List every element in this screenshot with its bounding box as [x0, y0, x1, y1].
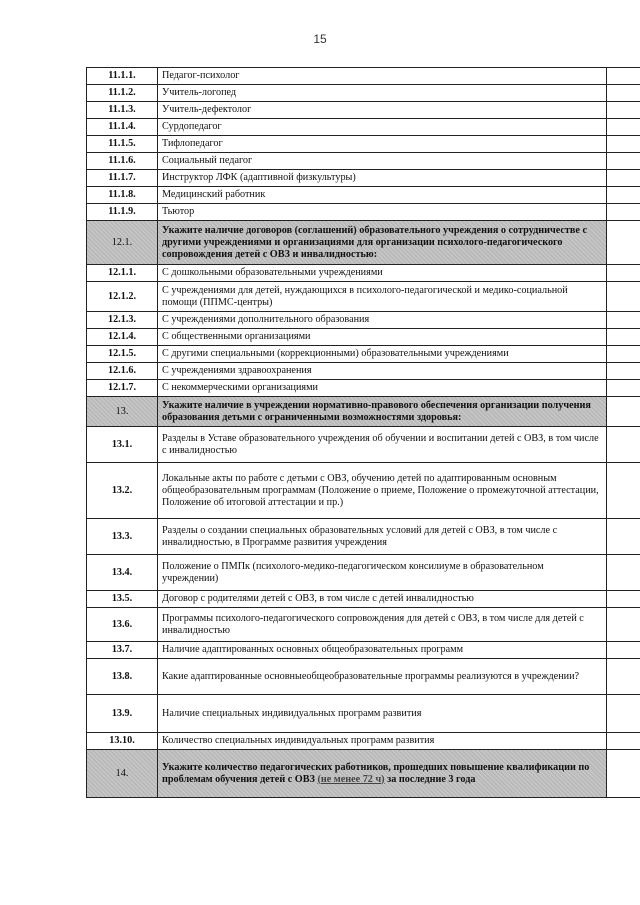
- row-text: Наличие специальных индивидуальных программ развития: [158, 695, 607, 733]
- row-number: 11.1.5.: [87, 136, 158, 153]
- section-question: Укажите наличие договоров (соглашений) образовательного учреждения о сотрудничестве с другими учреждениями и организациями для организации психолого-педагогического сопровождения детей с ОВЗ и инвалидностью:: [158, 221, 607, 265]
- answer-cell: [607, 85, 640, 102]
- answer-cell: [607, 329, 640, 346]
- row-text: Какие адаптированные основныеобщеобразовательные программы реализуются в учреждении?: [158, 659, 607, 695]
- answer-cell: [607, 733, 640, 750]
- table-row: [87, 153, 640, 170]
- row-number: 13.6.: [87, 608, 158, 642]
- section-question-hours: (не менее 72 ч): [317, 773, 385, 785]
- answer-cell: [607, 221, 640, 265]
- section-header-row: [87, 221, 640, 265]
- row-text: Разделы о создании специальных образовательных условий для детей с ОВЗ, в том числе с инвалидностью, в Программе развития учреждения: [158, 519, 607, 555]
- row-number: 11.1.6.: [87, 153, 158, 170]
- answer-cell: [607, 363, 640, 380]
- answer-cell: [607, 119, 640, 136]
- answer-cell: [607, 346, 640, 363]
- table-row: [87, 282, 640, 312]
- row-number: 13.9.: [87, 695, 158, 733]
- answer-cell: [607, 153, 640, 170]
- row-text: Педагог-психолог: [158, 68, 607, 85]
- table-row: [87, 68, 640, 85]
- answer-cell: [607, 380, 640, 397]
- questionnaire-table: [86, 67, 640, 798]
- row-number: 12.1.1.: [87, 265, 158, 282]
- row-text: Учитель-дефектолог: [158, 102, 607, 119]
- table-row: [87, 555, 640, 591]
- table-row: [87, 463, 640, 519]
- row-number: 12.1.5.: [87, 346, 158, 363]
- answer-cell: [607, 170, 640, 187]
- table-row: [87, 85, 640, 102]
- section-header-row: [87, 397, 640, 427]
- row-number: 11.1.8.: [87, 187, 158, 204]
- row-text: Локальные акты по работе с детьми с ОВЗ, обучению детей по адаптированным основным общеобразовательным программам (Положение о приеме, Положение о промежуточной аттестации, Положение об итоговой аттестации и пр.): [158, 463, 607, 519]
- row-number: 12.1.3.: [87, 312, 158, 329]
- table-row: [87, 329, 640, 346]
- table-row: [87, 427, 640, 463]
- table-row: [87, 136, 640, 153]
- row-text: С дошкольными образовательными учреждениями: [158, 265, 607, 282]
- row-text: Учитель-логопед: [158, 85, 607, 102]
- answer-cell: [607, 282, 640, 312]
- row-text: Сурдопедагог: [158, 119, 607, 136]
- answer-cell: [607, 68, 640, 85]
- row-number: 13.1.: [87, 427, 158, 463]
- row-text: Тьютор: [158, 204, 607, 221]
- table-row: [87, 187, 640, 204]
- row-number: 12.1.4.: [87, 329, 158, 346]
- row-text: С учреждениями для детей, нуждающихся в психолого-педагогической и медико-социальной помощи (ППМС-центры): [158, 282, 607, 312]
- table-row: [87, 380, 640, 397]
- table-row: [87, 346, 640, 363]
- row-number: 11.1.2.: [87, 85, 158, 102]
- row-number: 13.3.: [87, 519, 158, 555]
- answer-cell: [607, 265, 640, 282]
- section-number: 14.: [87, 750, 158, 798]
- row-number: 13.4.: [87, 555, 158, 591]
- table-row: [87, 642, 640, 659]
- row-number: 11.1.9.: [87, 204, 158, 221]
- table-row: [87, 363, 640, 380]
- answer-cell: [607, 187, 640, 204]
- row-text: Разделы в Уставе образовательного учреждения об обучении и воспитании детей с ОВЗ, в том числе с инвалидностью: [158, 427, 607, 463]
- answer-cell: [607, 136, 640, 153]
- answer-cell: [607, 642, 640, 659]
- row-text: Тифлопедагог: [158, 136, 607, 153]
- row-number: 13.7.: [87, 642, 158, 659]
- row-number: 13.8.: [87, 659, 158, 695]
- row-number: 12.1.2.: [87, 282, 158, 312]
- section-question-tail: за последние 3 года: [384, 773, 476, 785]
- row-text: Программы психолого-педагогического сопровождения для детей с ОВЗ, в том числе для детей с инвалидностью: [158, 608, 607, 642]
- table-row: [87, 312, 640, 329]
- table-row: [87, 695, 640, 733]
- row-text: Социальный педагог: [158, 153, 607, 170]
- row-number: 13.2.: [87, 463, 158, 519]
- row-text: Положение о ПМПк (психолого-медико-педагогическом консилиуме в образовательном учреждении): [158, 555, 607, 591]
- answer-cell: [607, 519, 640, 555]
- table-row: [87, 733, 640, 750]
- table-row: [87, 119, 640, 136]
- answer-cell: [607, 204, 640, 221]
- answer-cell: [607, 695, 640, 733]
- row-number: 12.1.6.: [87, 363, 158, 380]
- row-number: 12.1.7.: [87, 380, 158, 397]
- answer-cell: [607, 659, 640, 695]
- row-number: 11.1.7.: [87, 170, 158, 187]
- row-text: Договор с родителями детей с ОВЗ, в том числе с детей инвалидностью: [158, 591, 607, 608]
- answer-cell: [607, 750, 640, 798]
- row-number: 11.1.1.: [87, 68, 158, 85]
- row-text: С учреждениями дополнительного образования: [158, 312, 607, 329]
- row-text: С некоммерческими организациями: [158, 380, 607, 397]
- answer-cell: [607, 397, 640, 427]
- row-text: С другими специальными (коррекционными) образовательными учреждениями: [158, 346, 607, 363]
- row-text: С учреждениями здравоохранения: [158, 363, 607, 380]
- table-row: [87, 170, 640, 187]
- row-text: С общественными организациями: [158, 329, 607, 346]
- section-header-row: [87, 750, 640, 798]
- table-row: [87, 519, 640, 555]
- table-row: [87, 204, 640, 221]
- page-number: 15: [313, 32, 327, 46]
- section-question: [158, 750, 607, 798]
- answer-cell: [607, 463, 640, 519]
- answer-cell: [607, 427, 640, 463]
- answer-cell: [607, 591, 640, 608]
- answer-cell: [607, 312, 640, 329]
- row-number: 11.1.4.: [87, 119, 158, 136]
- row-text: Наличие адаптированных основных общеобразовательных программ: [158, 642, 607, 659]
- row-text: Инструктор ЛФК (адаптивной физкультуры): [158, 170, 607, 187]
- section-number: 12.1.: [87, 221, 158, 265]
- table-row: [87, 102, 640, 119]
- answer-cell: [607, 608, 640, 642]
- row-number: 11.1.3.: [87, 102, 158, 119]
- answer-cell: [607, 555, 640, 591]
- section-question-text: Укажите количество педагогических работников, прошедших повышение квалификации по проблемам обучения детей с ОВЗ: [162, 761, 590, 785]
- row-number: 13.5.: [87, 591, 158, 608]
- section-question: Укажите наличие в учреждении нормативно-правового обеспечения организации получения образования детьми с ограниченными возможностями здоровья:: [158, 397, 607, 427]
- row-number: 13.10.: [87, 733, 158, 750]
- row-text: Медицинский работник: [158, 187, 607, 204]
- table-row: [87, 265, 640, 282]
- table-row: [87, 659, 640, 695]
- answer-cell: [607, 102, 640, 119]
- row-text: Количество специальных индивидуальных программ развития: [158, 733, 607, 750]
- section-number: 13.: [87, 397, 158, 427]
- table-row: [87, 591, 640, 608]
- table-row: [87, 608, 640, 642]
